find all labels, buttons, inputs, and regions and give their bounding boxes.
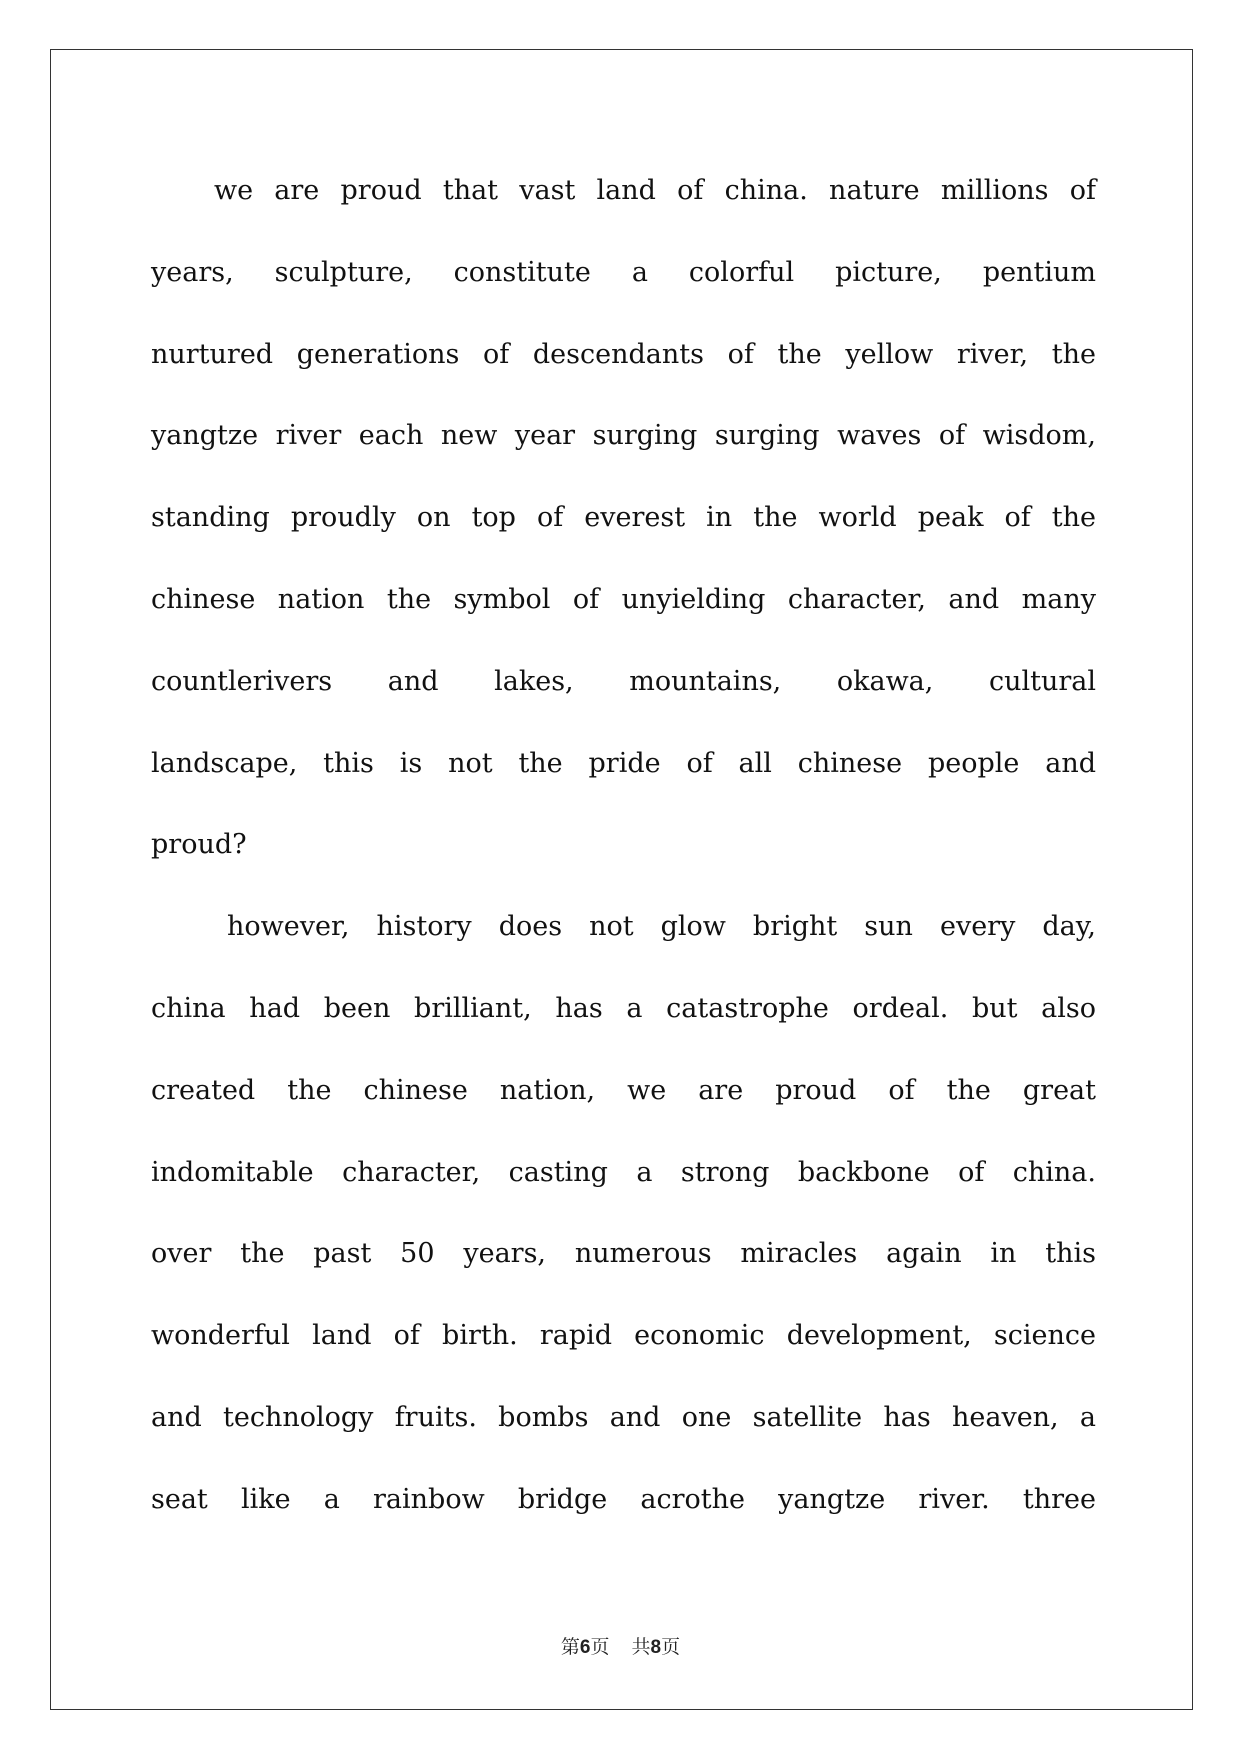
- total-unit: 页: [661, 1636, 681, 1658]
- paragraph-2: [151, 886, 1096, 1540]
- text-line: however, history does not glow bright sun every day,: [227, 911, 1096, 943]
- text-line: seat like a rainbow bridge acrothe yangtze river. three: [151, 1483, 1096, 1515]
- text-line: over the past 50 years, numerous miracles again in this: [151, 1238, 1096, 1270]
- document-body: [151, 150, 1096, 1541]
- page-unit: 页: [590, 1636, 610, 1658]
- text-line: yangtze river each new year surging surging waves of wisdom,: [151, 420, 1096, 452]
- text-line: landscape, this is not the pride of all chinese people and: [151, 747, 1096, 779]
- text-line: countlerivers and lakes, mountains, okawa, cultural: [151, 665, 1096, 697]
- page-prefix: 第: [560, 1636, 580, 1658]
- total-pages-number: 8: [650, 1637, 662, 1658]
- text-line: and technology fruits. bombs and one satellite has heaven, a: [151, 1401, 1096, 1433]
- text-line: proud?: [151, 829, 247, 861]
- text-line: standing proudly on top of everest in the world peak of the: [151, 502, 1096, 534]
- page-footer: [0, 1632, 1241, 1659]
- paragraph-1: [151, 150, 1096, 886]
- text-line: years, sculpture, constitute a colorful picture, pentium: [151, 256, 1096, 288]
- text-line: we are proud that vast land of china. nature millions of: [214, 175, 1096, 206]
- current-page-number: 6: [579, 1637, 591, 1658]
- total-prefix: 共: [631, 1636, 651, 1658]
- text-line: chinese nation the symbol of unyielding character, and many: [151, 583, 1096, 615]
- text-line: wonderful land of birth. rapid economic development, science: [151, 1320, 1096, 1352]
- text-line: created the chinese nation, we are proud of the great: [151, 1074, 1096, 1106]
- text-line: china had been brilliant, has a catastrophe ordeal. but also: [151, 992, 1096, 1024]
- text-line: nurtured generations of descendants of the yellow river, the: [151, 338, 1096, 370]
- text-line: indomitable character, casting a strong backbone of china.: [151, 1156, 1096, 1188]
